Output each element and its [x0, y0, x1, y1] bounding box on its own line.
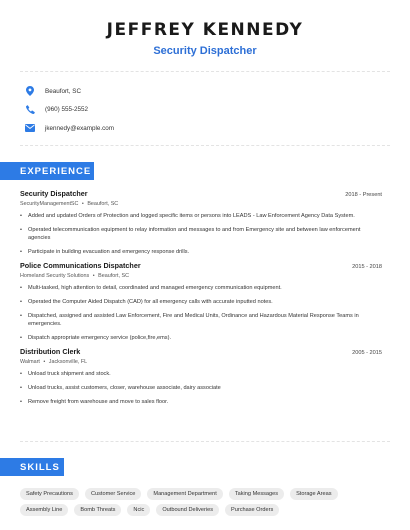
location-text: Beaufort, SC [45, 87, 82, 95]
skill-tag: Safety Precautions [20, 488, 79, 500]
email-text: jkennedy@example.com [45, 124, 115, 132]
job-company: SecurityManagementSC [20, 201, 79, 207]
skill-tag: Purchase Orders [225, 504, 279, 516]
job-dates: 2018 - Present [345, 192, 382, 198]
skill-tag: Taking Messages [229, 488, 284, 500]
section-title-experience: EXPERIENCE [0, 162, 94, 180]
phone-text: (960) 555-2552 [45, 106, 89, 113]
job-dates: 2005 - 2015 [352, 350, 382, 357]
job-company: Walmart [20, 359, 40, 366]
resume-header [0, 0, 410, 57]
skills-list [20, 488, 390, 516]
job-bullet: • Remove freight from warehouse and move to sales floor. [20, 398, 382, 406]
job-meta: SecurityManagementSC • Beaufort, SC [20, 201, 119, 207]
skill-tag: Outbound Deliveries [156, 504, 219, 516]
job-bullet: • Operated telecommunication equipment to relay information and messages to and from Emergency site and between law enforcement agencies [20, 226, 382, 242]
experience-list [20, 189, 382, 411]
job-bullet: • Dispatch appropriate emergency service (police,fire,ems). [20, 334, 382, 342]
job-entry [20, 347, 382, 406]
job-company: Homeland Security Solutions [20, 273, 90, 280]
contact-location [24, 82, 386, 100]
candidate-title: Security Dispatcher [153, 45, 257, 57]
job-bullet: • Unload trucks, assist customers, closer, warehouse associate, dairy associate [20, 384, 382, 392]
job-entry [20, 189, 382, 256]
skill-tag: Bomb Threats [74, 504, 121, 516]
divider [20, 145, 390, 146]
map-pin-icon [24, 85, 36, 97]
job-bullet: • Unload truck shipment and stock. [20, 370, 382, 378]
job-bullet: • Multi-tasked, high attention to detail, coordinated and managed emergency communication equipment. [20, 284, 382, 292]
phone-icon [24, 104, 36, 116]
contact-list [0, 72, 410, 137]
skill-tag: Management Department [147, 488, 222, 500]
job-entry [20, 261, 382, 342]
job-location: Beaufort, SC [98, 273, 129, 280]
job-location: Beaufort, SC [87, 201, 119, 207]
job-meta: Homeland Security Solutions • Beaufort, SC [20, 273, 129, 280]
job-bullet: • Added and updated Orders of Protection and logged specific items or persons into LEADS - Law Enforcement Agency Data System. [20, 212, 382, 220]
job-title: Police Communications Dispatcher [20, 261, 141, 271]
job-dates: 2015 - 2018 [352, 264, 382, 271]
skill-tag: Ncic [127, 504, 150, 516]
skill-tag: Customer Service [85, 488, 141, 500]
skill-tag: Storage Areas [290, 488, 337, 500]
job-bullets [20, 284, 382, 342]
job-title: Security Dispatcher [20, 189, 88, 198]
job-location: Jacksonville, FL [48, 359, 88, 366]
job-bullets [20, 212, 382, 256]
contact-phone [24, 101, 386, 119]
job-bullet: • Operated the Computer Aided Dispatch (CAD) for all emergency calls with accurate inputted notes. [20, 298, 382, 306]
skill-tag: Assembly Line [20, 504, 68, 516]
envelope-icon [24, 122, 36, 134]
job-bullets [20, 370, 382, 406]
candidate-name: JEFFREY KENNEDY [106, 20, 304, 40]
divider [20, 441, 390, 442]
job-meta: Walmart • Jacksonville, FL [20, 359, 88, 366]
contact-email [24, 119, 386, 137]
job-title: Distribution Clerk [20, 347, 81, 357]
job-bullet: • Participate in building evacuation and emergency response drills. [20, 248, 382, 256]
section-title-skills: SKILLS [0, 458, 64, 476]
job-bullet: • Dispatched, assigned and assisted Law Enforcement, Fire and Medical Units, Ordinance and Hazardous Material Response Teams in emergencies. [20, 312, 382, 328]
